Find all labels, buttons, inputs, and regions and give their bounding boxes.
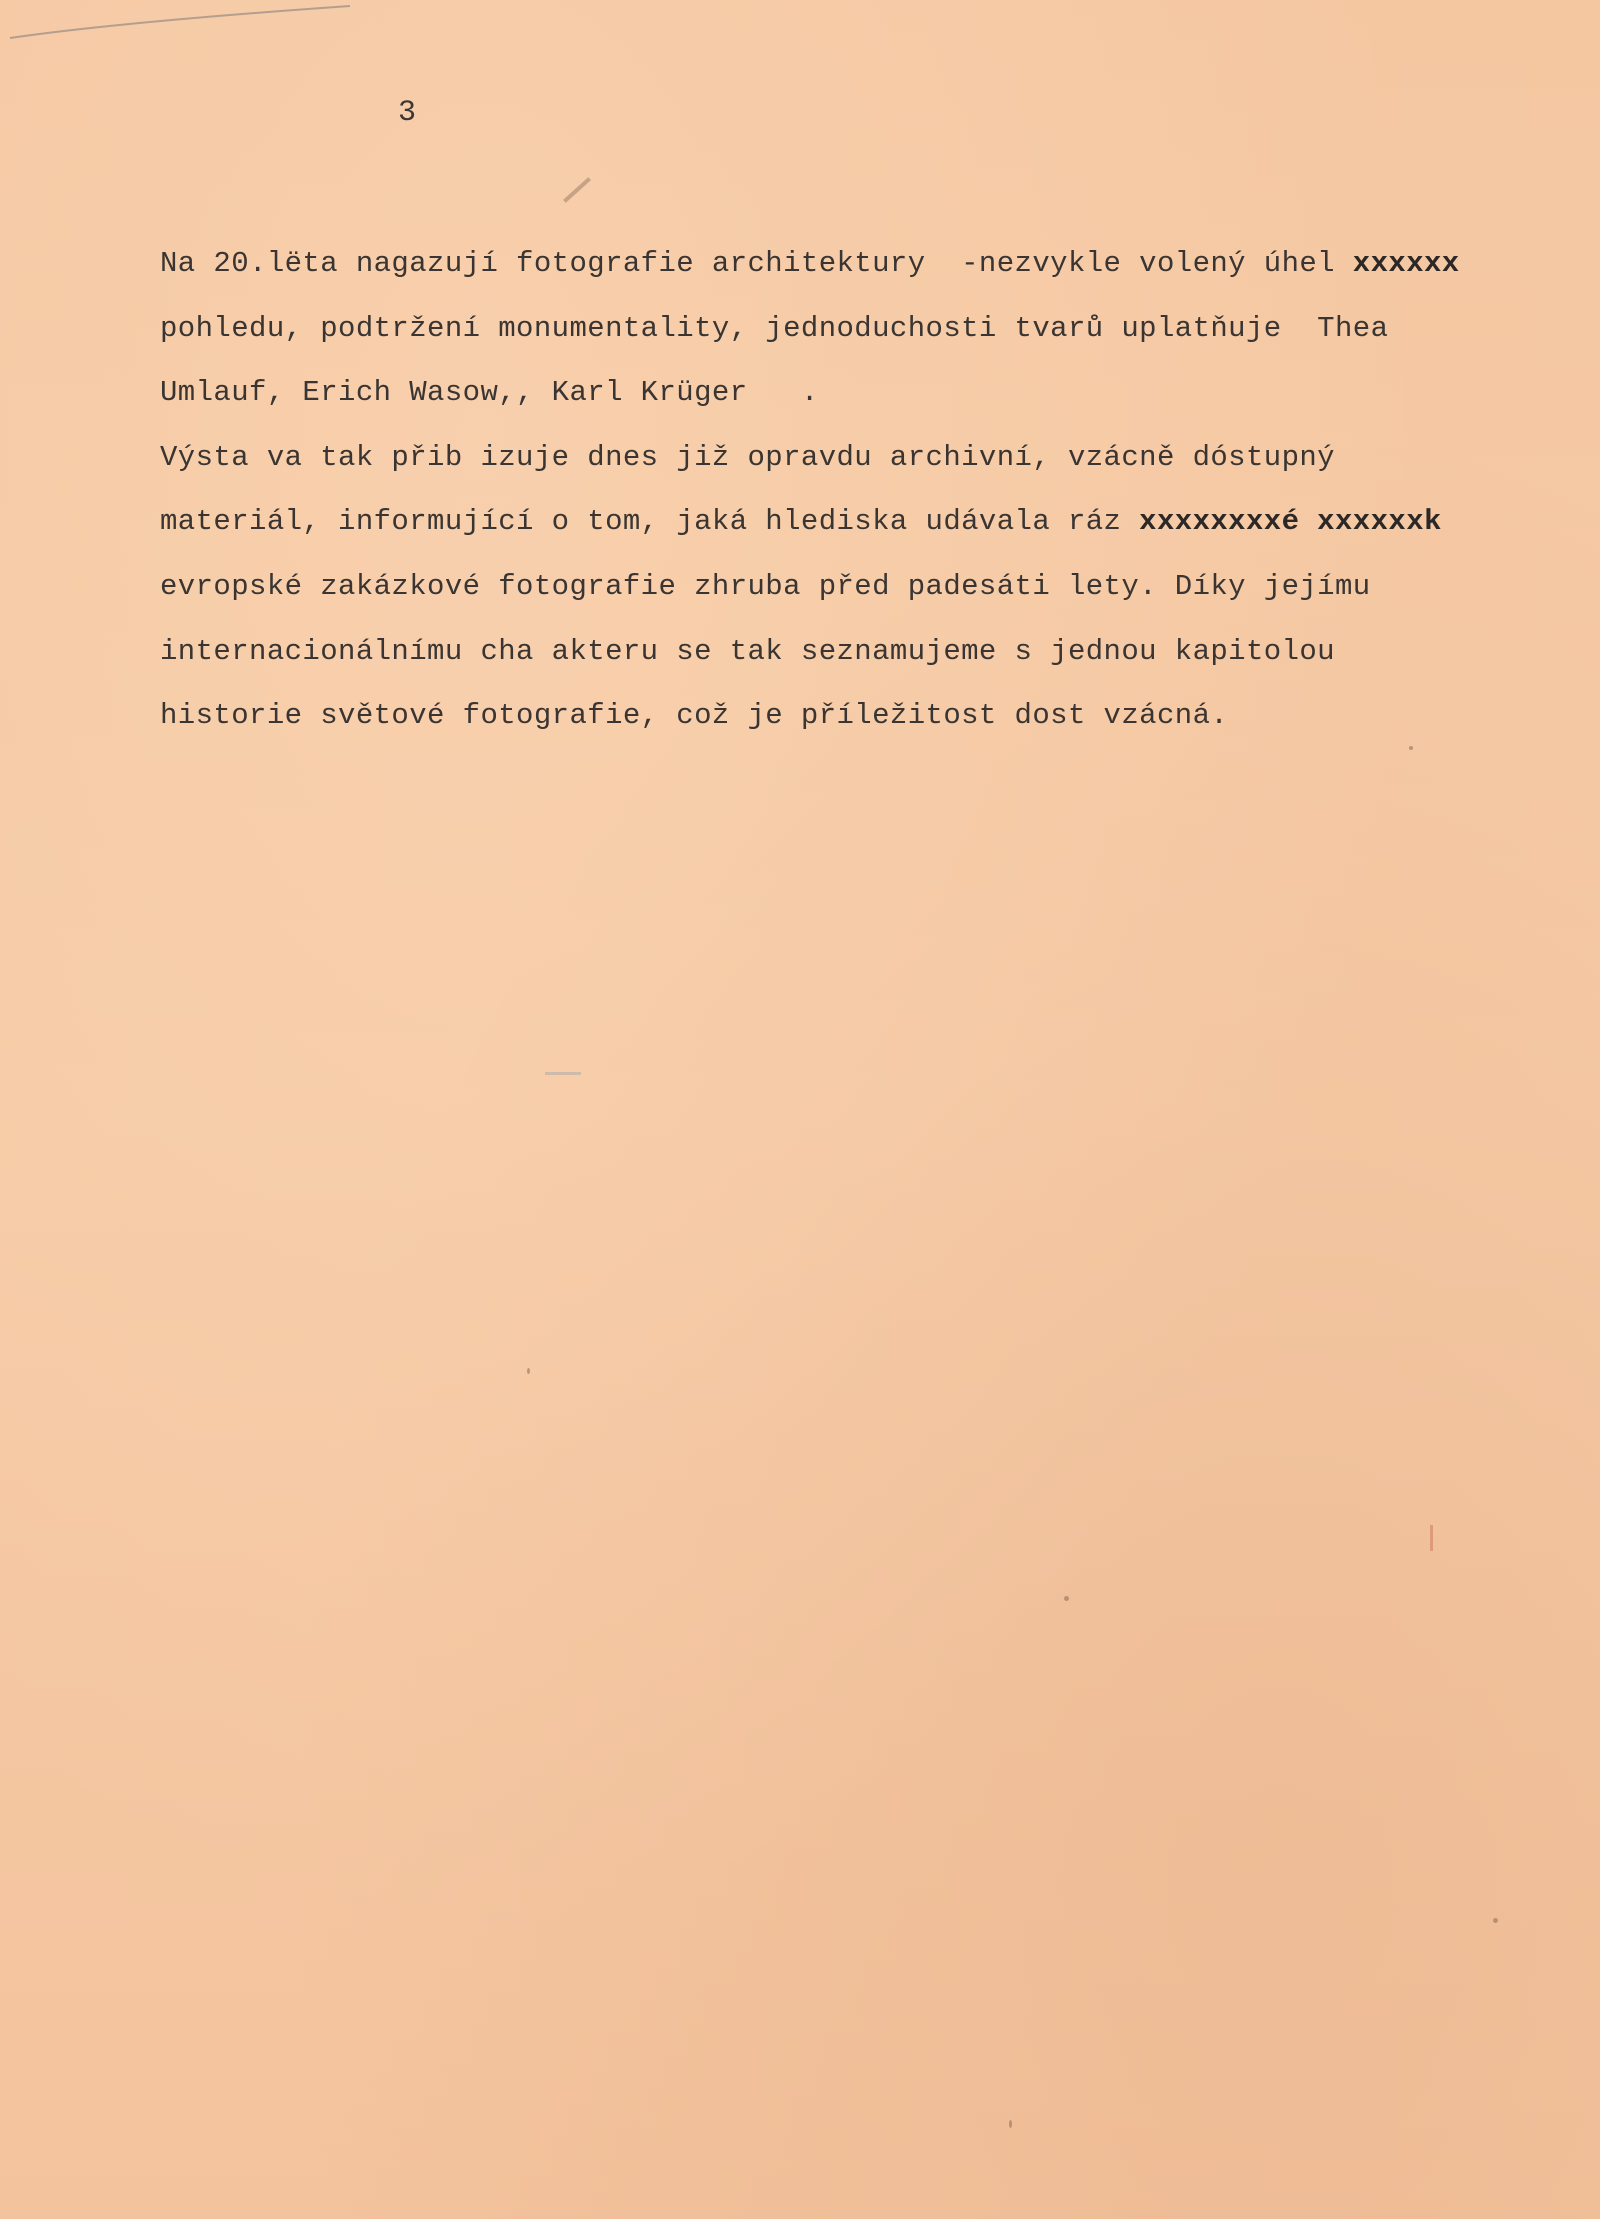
- paper-speck: [527, 1368, 530, 1374]
- paper-blemish: [563, 177, 591, 203]
- paper-speck: [1064, 1596, 1069, 1601]
- text-line: [160, 684, 1580, 749]
- text-line: [160, 297, 1580, 362]
- page-number: 3: [398, 96, 417, 130]
- typewritten-body: [160, 232, 1580, 749]
- struck-out-text: xxxxxx: [1352, 247, 1460, 280]
- text-line: [160, 555, 1580, 620]
- line-text: materiál, informující o tom, jaká hlediska udávala ráz: [160, 505, 1140, 539]
- text-line: [160, 426, 1580, 491]
- paper-speck: [1493, 1918, 1498, 1923]
- line-text: evropské zakázkové fotografie zhruba před padesáti lety. Díky jejímu: [160, 569, 1371, 603]
- line-text: internacionálnímu cha akteru se tak seznamujeme s jednou kapitolou: [160, 634, 1335, 668]
- paper-blemish: [1430, 1525, 1433, 1551]
- line-text: pohledu, podtržení monumentality, jednoduchosti tvarů uplatňuje Thea: [160, 311, 1389, 345]
- line-text: Na 20.lёta nagazují fotografie architektury -nezvykle volený úhel: [160, 247, 1353, 280]
- line-text: historie světové fotografie, což je příležitost dost vzácná.: [160, 699, 1229, 733]
- text-line: [160, 232, 1580, 297]
- paper-blemish: [545, 1072, 581, 1075]
- text-line: [160, 620, 1580, 685]
- text-line: [160, 490, 1580, 555]
- paper-speck: [1409, 746, 1413, 750]
- struck-out-text: xxxxxxxxé xxxxxxk: [1139, 505, 1442, 539]
- line-text: Umlauf, Erich Wasow,, Karl Krüger .: [160, 376, 819, 410]
- paper-edge-mark: [0, 0, 360, 60]
- paper-speck: [1009, 2120, 1012, 2128]
- line-text: Výsta va tak přib izuje dnes již opravdu archivní, vzácně dóstupný: [160, 440, 1335, 474]
- text-line: [160, 361, 1580, 426]
